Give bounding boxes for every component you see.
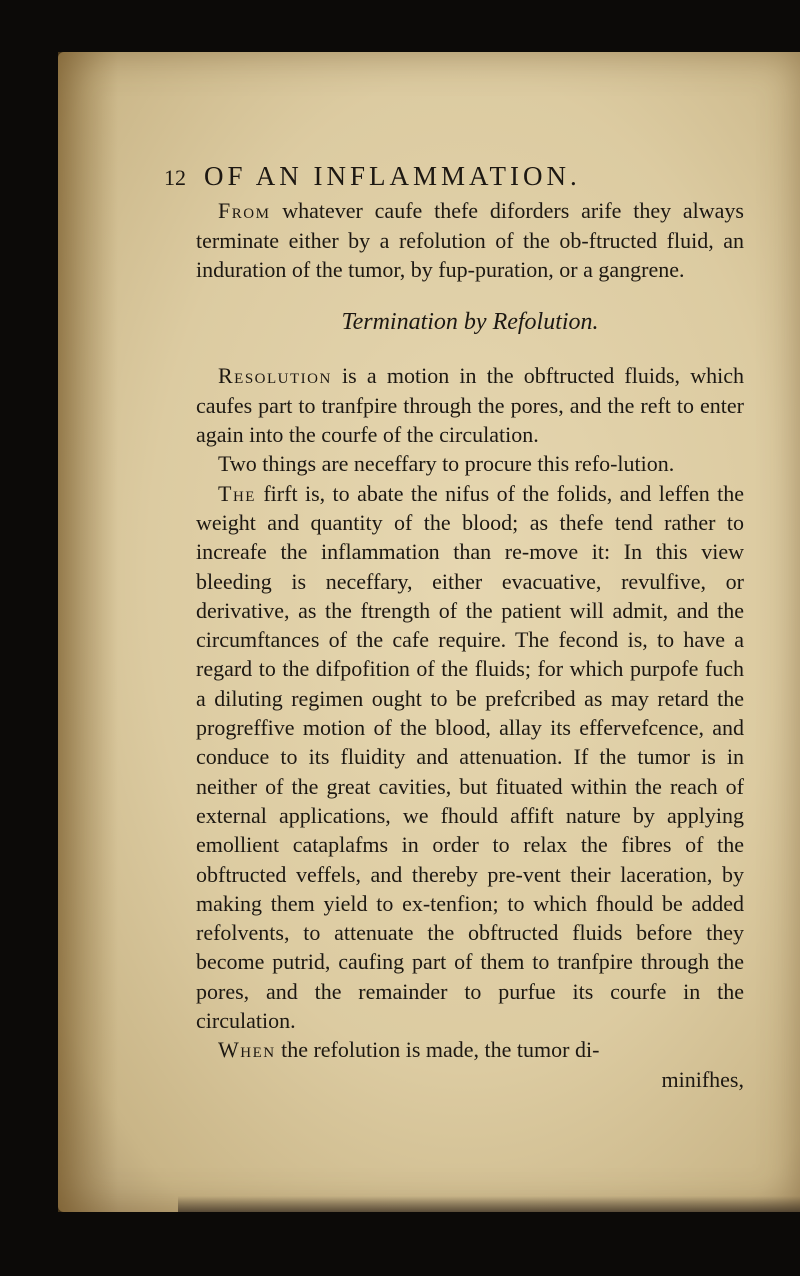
running-title: OF AN INFLAMMATION. (204, 161, 581, 191)
paragraph-1-lead: From (218, 198, 271, 224)
section-heading: Termination by Refolution. (341, 309, 599, 336)
paragraph-2-text: is a motion in the obftructed fluids, which caufes part to tranfpire through the pores, and the reft to enter again into the courfe of the circulation. (196, 363, 744, 448)
paragraph-4-lead: The (218, 480, 256, 506)
page-number: 12 (164, 165, 186, 190)
page-edge (178, 1196, 800, 1212)
paragraph-5 (196, 1035, 744, 1064)
paragraph-3 (196, 449, 744, 478)
paragraph-5-lead: When (218, 1037, 276, 1063)
running-head (164, 162, 744, 192)
paragraph-3-text: Two things are neceffary to procure this refo-lution. (218, 451, 675, 477)
paragraph-5-text: the refolution is made, the tumor di- (275, 1037, 600, 1063)
text-block (164, 161, 744, 1094)
paragraph-4 (196, 479, 744, 1036)
paragraph-1-text: whatever caufe thefe diforders arife they always terminate either by a refolution of the ob-ftructed fluid, an induration of the tumor, by fup-puration, or a gangrene. (196, 198, 744, 282)
paragraph-1 (196, 196, 744, 284)
paragraph-4-text: firft is, to abate the nifus of the folids, and leffen the weight and quantity of the blood; as thefe tend rather to increafe the inflammation than re-move it: In this view bleeding is neceffary, either evacuative, revulfive, or derivative, as the ftrength of the patient will admit, and the circumftances of the cafe require. The fecond is, to have a regard to the difpofition of the fluids; for which purpofe fuch a diluting regimen ought to be prefcribed as may retard the progreffive motion of the blood, allay its effervefcence, and conduce to its fluidity and attenuation. If the tumor is in neither of the great cavities, but fituated within the reach of external applications, we fhould affift nature by applying emollient cataplafms in order to relax the fibres of the obftructed veffels, and thereby pre-vent their laceration, by making them yield to ex-tenfion; to which fhould be added refolvents, to attenuate the obftructed fluids before they become putrid, caufing part of them to tranfpire through the pores, and the remainder to purfue its courfe in the circulation. (196, 480, 744, 1034)
paragraph-2 (196, 361, 744, 449)
catchword: minifhes, (661, 1066, 744, 1092)
paragraph-2-lead: Resolution (218, 363, 332, 389)
